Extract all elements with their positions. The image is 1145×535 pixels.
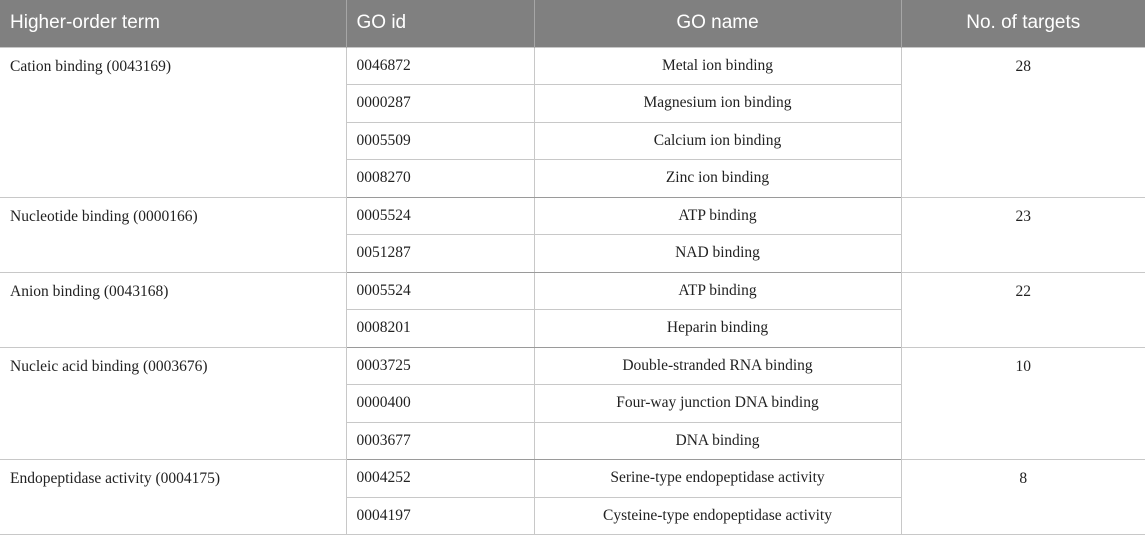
table-row [0, 272, 1145, 310]
no-of-targets-cell: 28 [901, 47, 1145, 197]
table-row [0, 460, 1145, 498]
go-name-cell: NAD binding [534, 235, 901, 273]
go-id-cell: 0046872 [346, 47, 534, 85]
go-id-cell: 0003725 [346, 347, 534, 385]
go-id-cell: 0005524 [346, 197, 534, 235]
go-name-cell: Metal ion binding [534, 47, 901, 85]
go-name-cell: Cysteine-type endopeptidase activity [534, 497, 901, 535]
table-row [0, 347, 1145, 385]
go-name-cell: ATP binding [534, 272, 901, 310]
go-name-cell: Serine-type endopeptidase activity [534, 460, 901, 498]
no-of-targets-cell: 23 [901, 197, 1145, 272]
go-id-cell: 0000287 [346, 85, 534, 123]
go-id-cell: 0051287 [346, 235, 534, 273]
table-body [0, 47, 1145, 535]
go-id-cell: 0000400 [346, 385, 534, 423]
go-name-cell: Double-stranded RNA binding [534, 347, 901, 385]
header-higher-order-term: Higher-order term [0, 0, 346, 47]
go-id-cell: 0004252 [346, 460, 534, 498]
go-id-cell: 0003677 [346, 422, 534, 460]
go-name-cell: Heparin binding [534, 310, 901, 348]
no-of-targets-cell: 8 [901, 460, 1145, 535]
go-id-cell: 0005524 [346, 272, 534, 310]
go-id-cell: 0008201 [346, 310, 534, 348]
no-of-targets-cell: 10 [901, 347, 1145, 460]
header-no-of-targets: No. of targets [901, 0, 1145, 47]
header-row [0, 0, 1145, 47]
higher-order-term-cell: Nucleic acid binding (0003676) [0, 347, 346, 460]
go-name-cell: Magnesium ion binding [534, 85, 901, 123]
table-row [0, 47, 1145, 85]
higher-order-term-cell: Anion binding (0043168) [0, 272, 346, 347]
go-name-cell: Calcium ion binding [534, 122, 901, 160]
go-name-cell: Zinc ion binding [534, 160, 901, 198]
table-row [0, 197, 1145, 235]
higher-order-term-cell: Nucleotide binding (0000166) [0, 197, 346, 272]
go-id-cell: 0008270 [346, 160, 534, 198]
higher-order-term-cell: Cation binding (0043169) [0, 47, 346, 197]
higher-order-term-cell: Endopeptidase activity (0004175) [0, 460, 346, 535]
header-go-name: GO name [534, 0, 901, 47]
header-go-id: GO id [346, 0, 534, 47]
go-id-cell: 0005509 [346, 122, 534, 160]
go-id-cell: 0004197 [346, 497, 534, 535]
no-of-targets-cell: 22 [901, 272, 1145, 347]
table-header [0, 0, 1145, 47]
go-name-cell: ATP binding [534, 197, 901, 235]
go-name-cell: DNA binding [534, 422, 901, 460]
go-name-cell: Four-way junction DNA binding [534, 385, 901, 423]
